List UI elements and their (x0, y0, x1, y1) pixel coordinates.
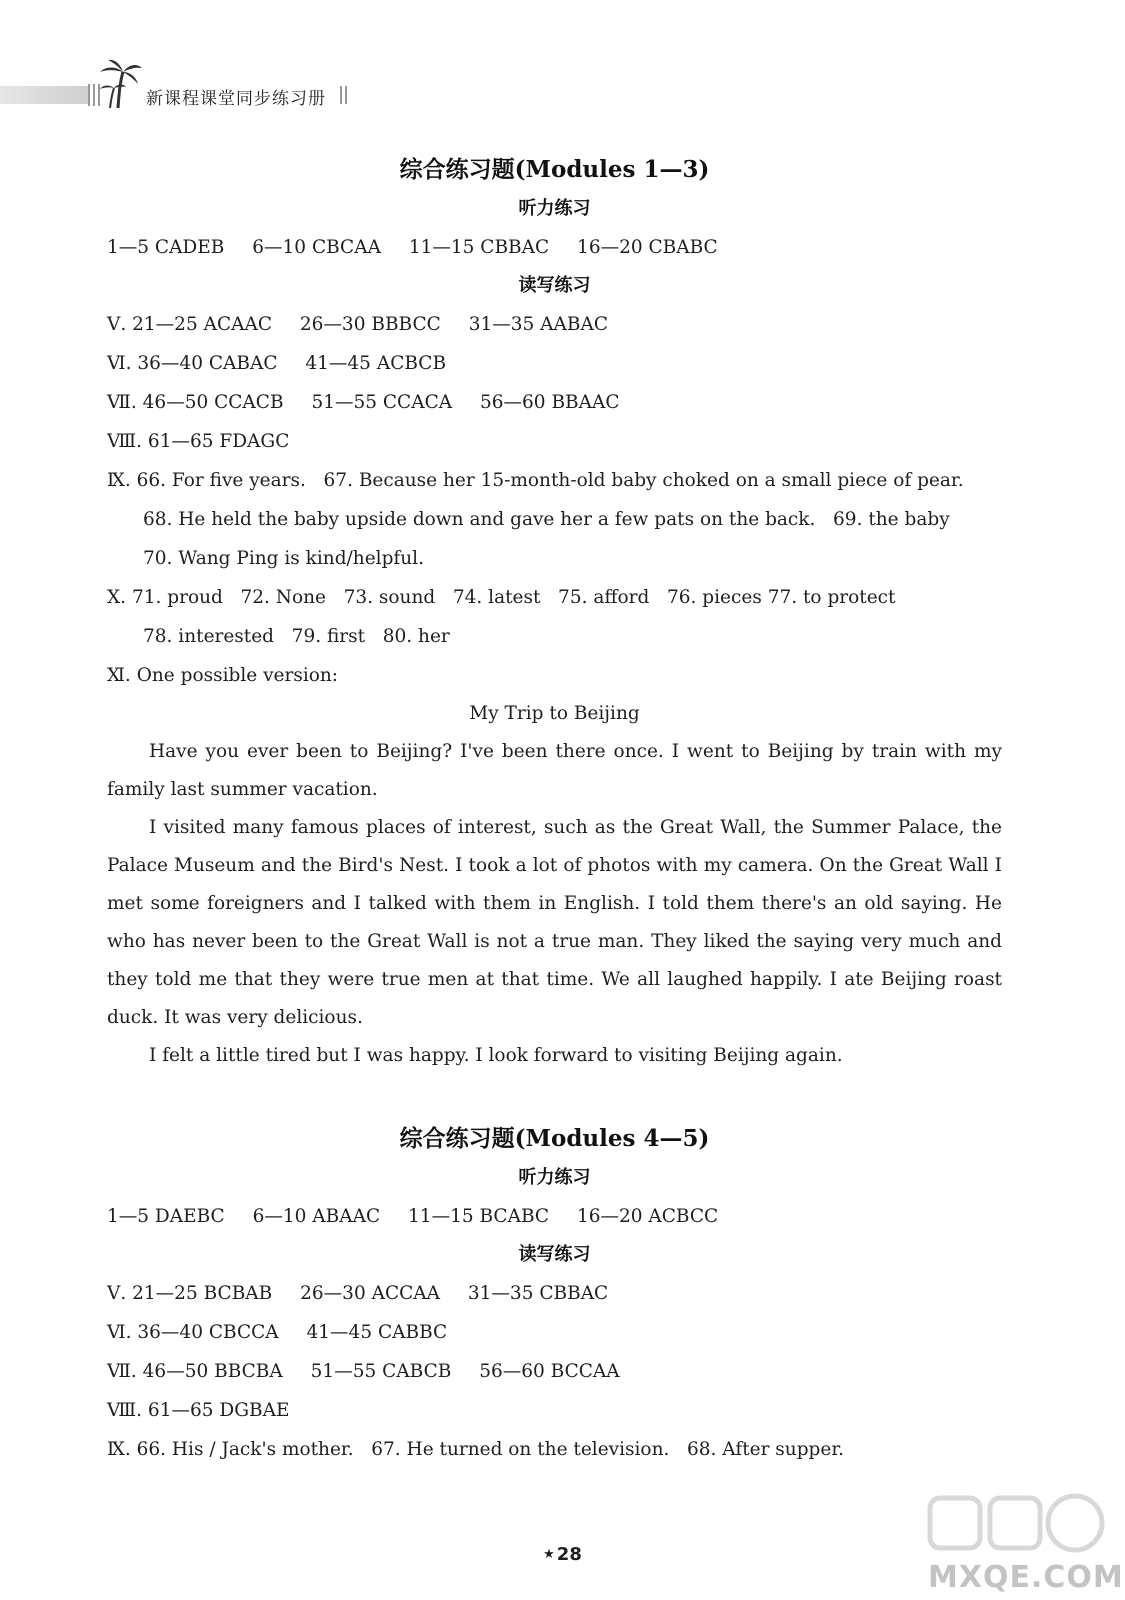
answer-row-vii: Ⅶ. 46—50 BBCBA 51—55 CABCB 56—60 BCCAA (107, 1361, 620, 1382)
watermark-text: MXQE.COM (928, 1560, 1124, 1595)
listening-answers: 1—5 DAEBC 6—10 ABAAC 11—15 BCABC 16—20 ACBCC (107, 1206, 719, 1227)
book-title: 新课程课堂同步练习册 (146, 89, 326, 109)
answer-row-ix-1: Ⅸ. 66. His / Jack's mother. 67. He turned on the television. 68. After supper. (107, 1439, 845, 1460)
answer-row-vi: Ⅵ. 36—40 CABAC 41—45 ACBCB (107, 353, 447, 374)
essay-title: My Trip to Beijing (469, 703, 640, 724)
answer-row-v: Ⅴ. 21—25 BCBAB 26—30 ACCAA 31—35 CBBAC (107, 1283, 609, 1304)
header-gray-bar (0, 86, 88, 104)
answer-row-vi: Ⅵ. 36—40 CBCCA 41—45 CABBC (107, 1322, 448, 1343)
answer-row-viii: Ⅷ. 61—65 FDAGC (107, 431, 290, 452)
section-modules-1-3 (107, 150, 1002, 1075)
answer-row-x-1: Ⅹ. 71. proud 72. None 73. sound 74. latest 75. afford 76. pieces 77. to protect (107, 587, 896, 608)
listening-title: 听力练习 (518, 1167, 591, 1188)
palm-tree-icon (96, 58, 144, 110)
answer-page (107, 150, 1002, 1469)
answer-row-x-2: 78. interested 79. first 80. her (143, 626, 450, 647)
essay-paragraph-3: I felt a little tired but I was happy. I look forward to visiting Beijing again. (149, 1045, 843, 1066)
star-icon: ★ (543, 1547, 555, 1562)
section-title: 综合练习题(Modules 4—5) (399, 1125, 710, 1152)
reading-writing-title: 读写练习 (518, 1244, 591, 1265)
essay-paragraph-2: I visited many famous places of interest, such as the Great Wall, the Summer Palace, the Palace Museum and the Bird's Nest. I took a lot of photos with my camera. On the Great Wall I met some foreigners and I talked with them in English. I told them there's an old saying. He who has never been to the Great Wall is not a true man. They liked the saying very much and they told me that they were true men at that time. We all laughed happily. I ate Beijing roast duck. It was very delicious. (107, 817, 1002, 1028)
running-header (0, 58, 1125, 118)
answer-row-vii: Ⅶ. 46—50 CCACB 51—55 CCACA 56—60 BBAAC (107, 392, 620, 413)
answer-row-ix-1: Ⅸ. 66. For five years. 67. Because her 15-month-old baby choked on a small piece of pear. (107, 470, 964, 491)
section-modules-4-5 (107, 1119, 1002, 1469)
answer-row-ix-2: 68. He held the baby upside down and gave her a few pats on the back. 69. the baby (143, 509, 950, 530)
page-number: ★ 28 (543, 1544, 582, 1565)
header-end-stripes (340, 86, 348, 104)
essay-paragraph-1: Have you ever been to Beijing? I've been there once. I went to Beijing by train with my family last summer vacation. (107, 741, 1002, 800)
answer-row-viii: Ⅷ. 61—65 DGBAE (107, 1400, 290, 1421)
listening-answers: 1—5 CADEB 6—10 CBCAA 11—15 CBBAC 16—20 CBABC (107, 237, 718, 258)
answer-row-xi: Ⅺ. One possible version: (107, 665, 339, 686)
answer-row-v: Ⅴ. 21—25 ACAAC 26—30 BBBCC 31—35 AABAC (107, 314, 608, 335)
listening-title: 听力练习 (518, 198, 591, 219)
section-title: 综合练习题(Modules 1—3) (399, 156, 710, 183)
reading-writing-title: 读写练习 (518, 275, 591, 296)
answer-row-ix-3: 70. Wang Ping is kind/helpful. (143, 548, 424, 569)
